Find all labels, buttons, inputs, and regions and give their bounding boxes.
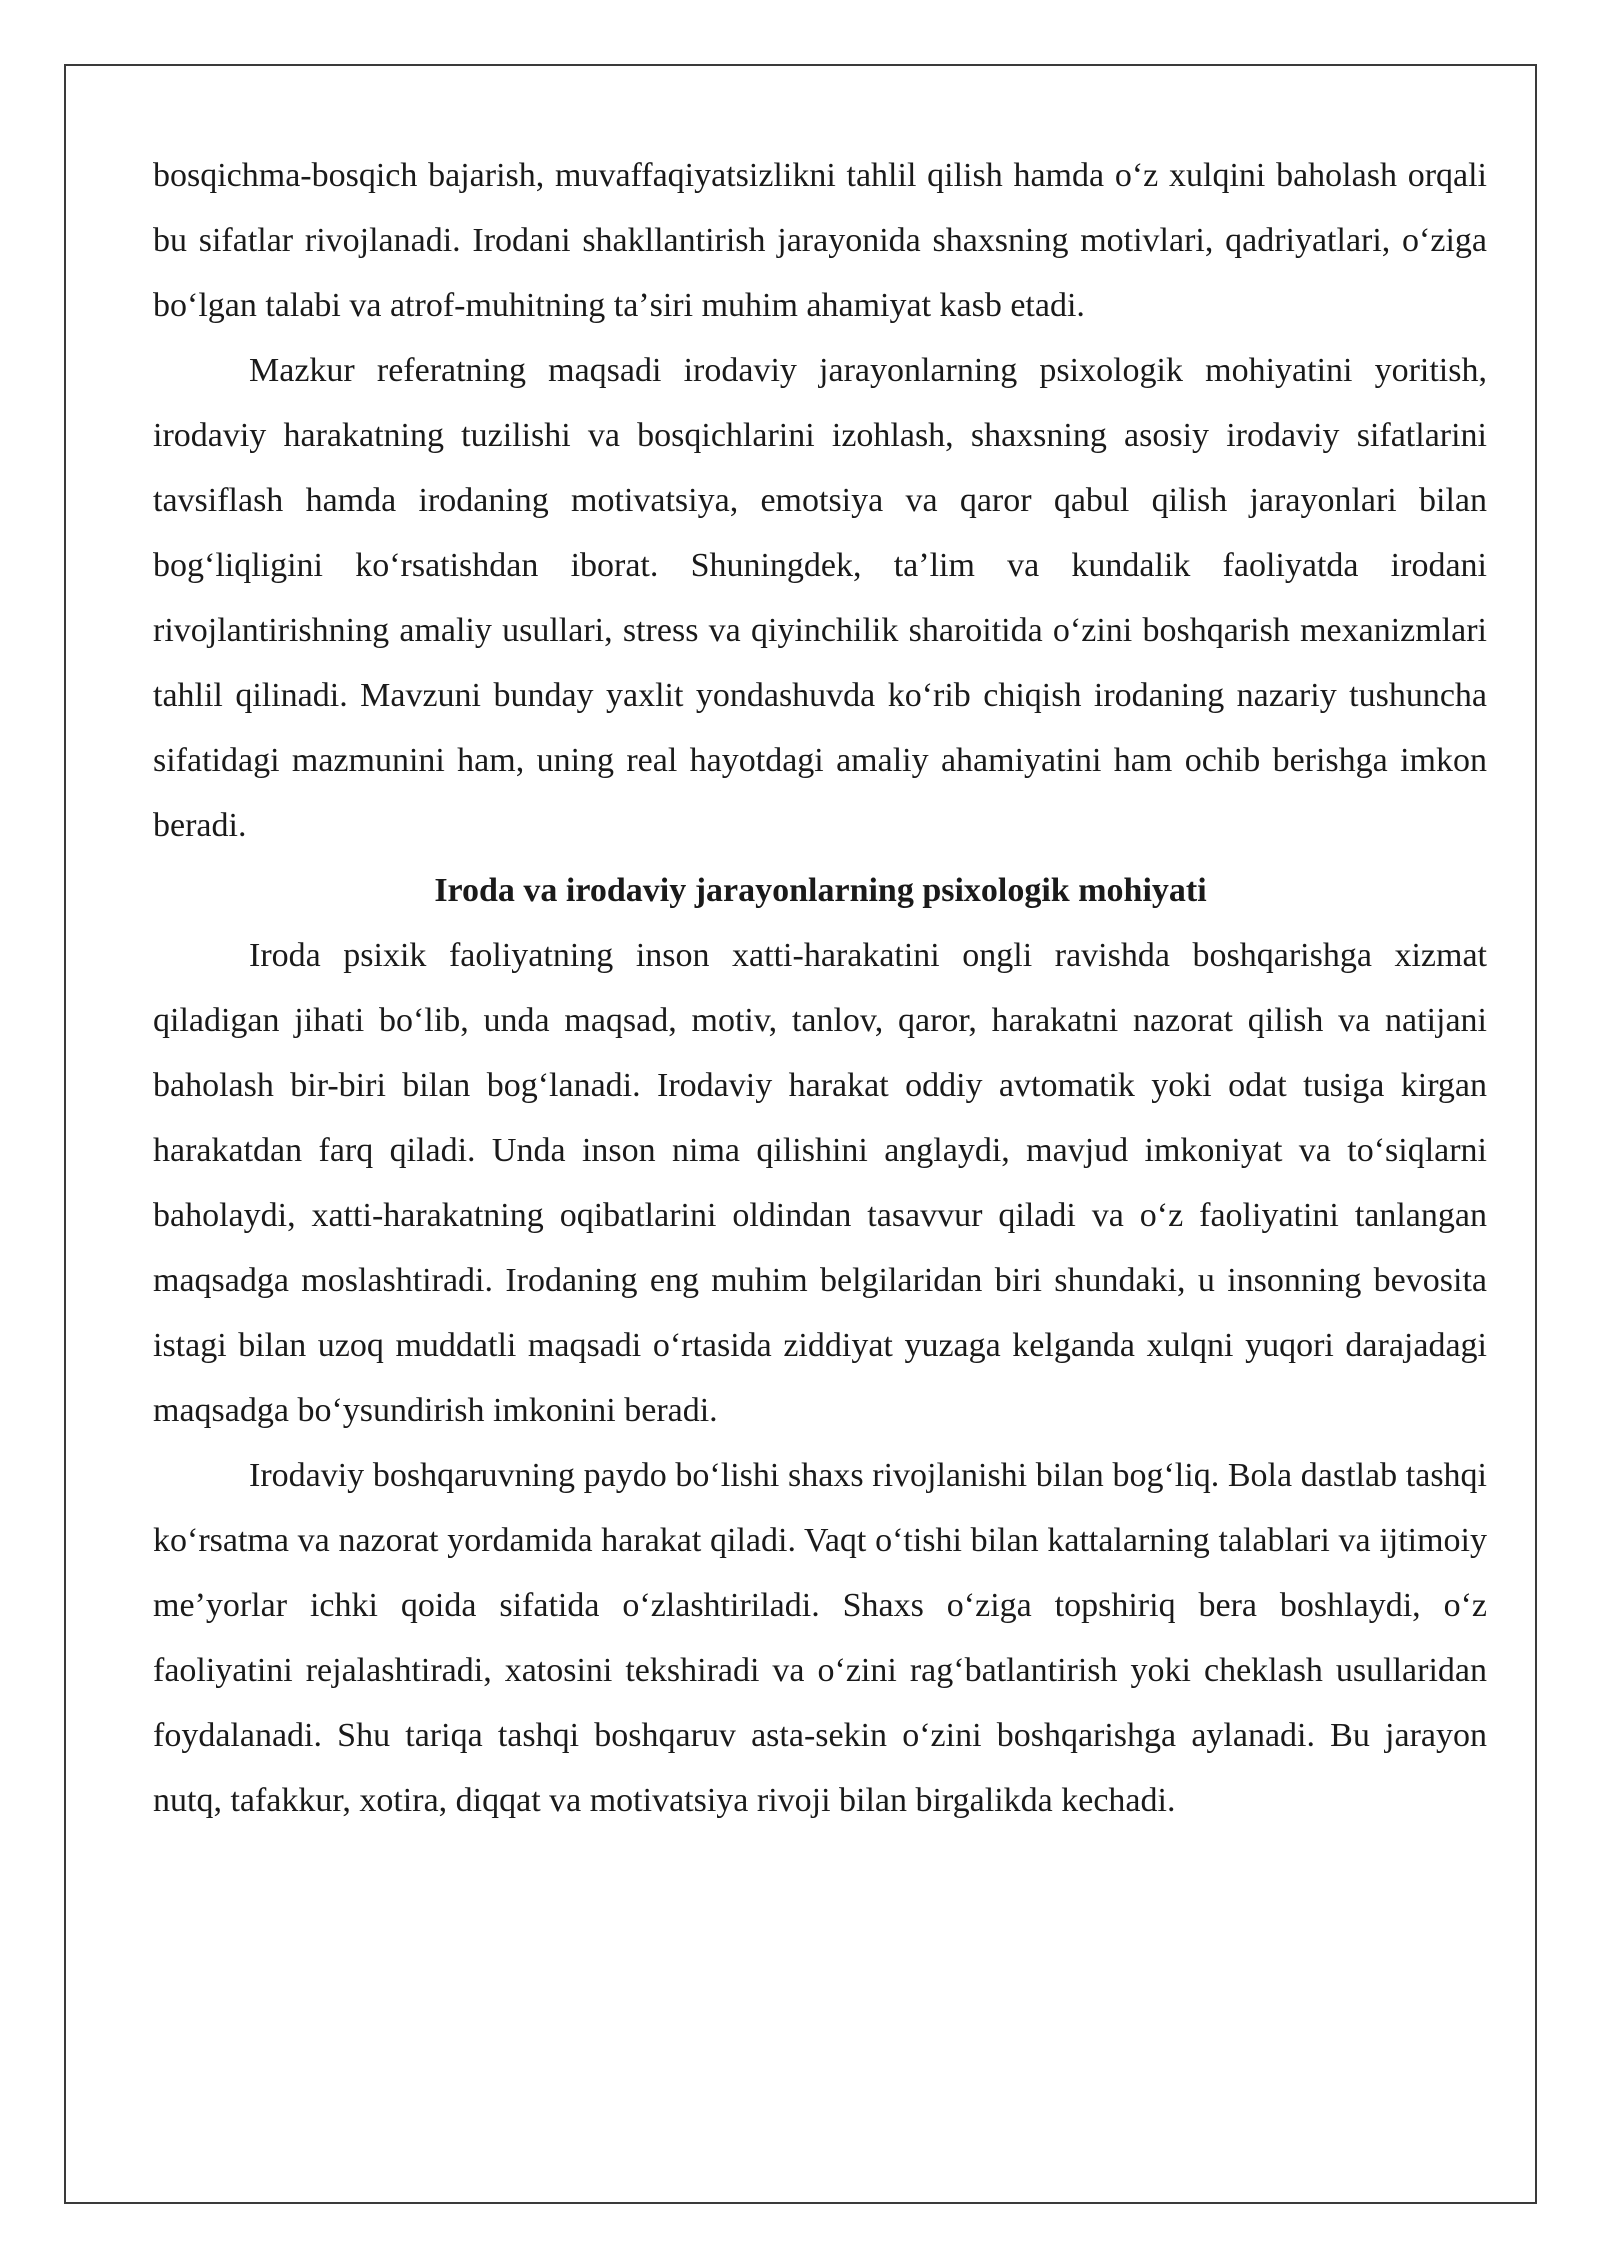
- document-body: [153, 143, 1487, 1833]
- paragraph-definition: Iroda psixik faoliyatning inson xatti-harakatini ongli ravishda boshqarishga xizmat qiladigan jihati boʻlib, unda maqsad, motiv, tanlov, qaror, harakatni nazorat qilish va natijani baholash bir-biri bilan bogʻlanadi. Irodaviy harakat oddiy avtomatik yoki odat tusiga kirgan harakatdan farq qiladi. Unda inson nima qilishini anglaydi, mavjud imkoniyat va toʻsiqlarni baholaydi, xatti-harakatning oqibatlarini oldindan tasavvur qiladi va oʻz faoliyatini tanlangan maqsadga moslashtiradi. Irodaning eng muhim belgilaridan biri shundaki, u insonning bevosita istagi bilan uzoq muddatli maqsadi oʻrtasida ziddiyat yuzaga kelganda xulqni yuqori darajadagi maqsadga boʻysundirish imkonini beradi.: [153, 937, 1487, 1429]
- paragraph-development: Irodaviy boshqaruvning paydo boʻlishi shaxs rivojlanishi bilan bogʻliq. Bola dastlab tashqi koʻrsatma va nazorat yordamida harakat qiladi. Vaqt oʻtishi bilan kattalarning talablari va ijtimoiy meʼyorlar ichki qoida sifatida oʻzlashtiriladi. Shaxs oʻziga topshiriq bera boshlaydi, oʻz faoliyatini rejalashtiradi, xatosini tekshiradi va oʻzini ragʻbatlantirish yoki cheklash usullaridan foydalanadi. Shu tariqa tashqi boshqaruv asta-sekin oʻzini boshqarishga aylanadi. Bu jarayon nutq, tafakkur, xotira, diqqat va motivatsiya rivoji bilan birgalikda kechadi.: [153, 1457, 1487, 1819]
- paragraph-purpose: Mazkur referatning maqsadi irodaviy jarayonlarning psixologik mohiyatini yoritish, irodaviy harakatning tuzilishi va bosqichlarini izohlash, shaxsning asosiy irodaviy sifatlarini tavsiflash hamda irodaning motivatsiya, emotsiya va qaror qabul qilish jarayonlari bilan bogʻliqligini koʻrsatishdan iborat. Shuningdek, taʼlim va kundalik faoliyatda irodani rivojlantirishning amaliy usullari, stress va qiyinchilik sharoitida oʻzini boshqarish mexanizmlari tahlil qilinadi. Mavzuni bunday yaxlit yondashuvda koʻrib chiqish irodaning nazariy tushuncha sifatidagi mazmunini ham, uning real hayotdagi amaliy ahamiyatini ham ochib berishga imkon beradi.: [153, 352, 1487, 844]
- paragraph-continuation: bosqichma-bosqich bajarish, muvaffaqiyatsizlikni tahlil qilish hamda oʻz xulqini baholash orqali bu sifatlar rivojlanadi. Irodani shakllantirish jarayonida shaxsning motivlari, qadriyatlari, oʻziga boʻlgan talabi va atrof-muhitning taʼsiri muhim ahamiyat kasb etadi.: [153, 157, 1487, 324]
- section-heading: Iroda va irodaviy jarayonlarning psixologik mohiyati: [434, 872, 1207, 909]
